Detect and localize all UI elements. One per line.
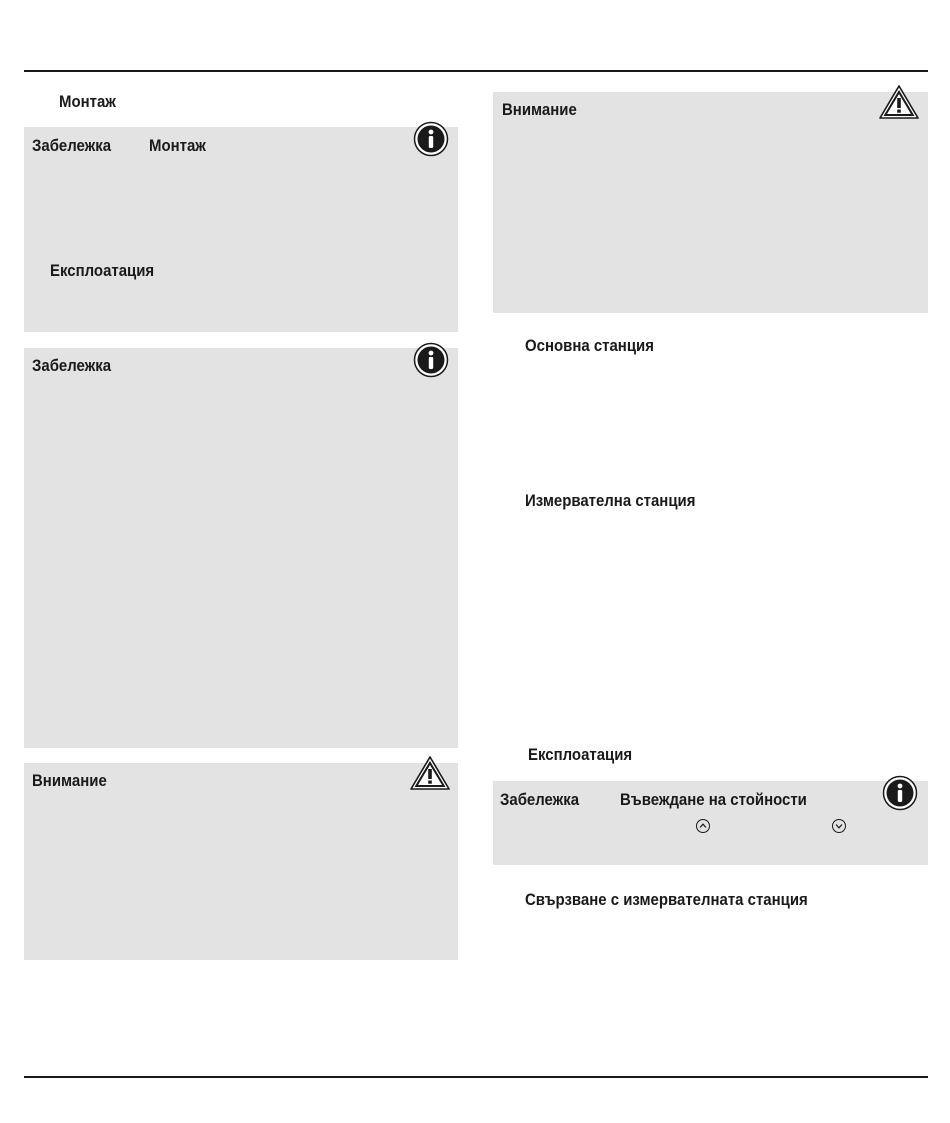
warning-label: Внимание: [32, 771, 107, 790]
note-box-montazh: [24, 127, 458, 332]
warning-box-right: [493, 92, 928, 313]
up-arrow-icon: [695, 818, 711, 839]
warning-triangle-icon: [878, 84, 920, 120]
top-rule: [24, 70, 928, 72]
info-icon: [413, 121, 449, 157]
note-label: Забележка: [32, 356, 112, 375]
heading-montazh: Монтаж: [59, 92, 116, 111]
down-arrow-icon: [831, 818, 847, 839]
note-title: Монтаж: [149, 136, 206, 155]
bottom-rule: [24, 1076, 928, 1078]
note-sublabel: Експлоатация: [50, 261, 155, 280]
info-icon: [882, 775, 918, 811]
heading-izmervatelna-stanciya: Измервателна станция: [525, 491, 696, 510]
heading-ekspluataciya: Експлоатация: [528, 745, 633, 764]
heading-osnovna-stanciya: Основна станция: [525, 336, 654, 355]
heading-svarzvane: Свързване с измервателната станция: [525, 890, 808, 909]
note-label: Забележка: [500, 790, 580, 809]
note-box-input-values: [493, 781, 928, 865]
note-title: Въвеждане на стойности: [620, 790, 807, 809]
warning-triangle-icon: [409, 755, 451, 791]
note-label: Забележка: [32, 136, 112, 155]
note-box-2: [24, 348, 458, 748]
info-icon: [413, 342, 449, 378]
warning-box-left: [24, 763, 458, 960]
warning-label: Внимание: [502, 100, 577, 119]
